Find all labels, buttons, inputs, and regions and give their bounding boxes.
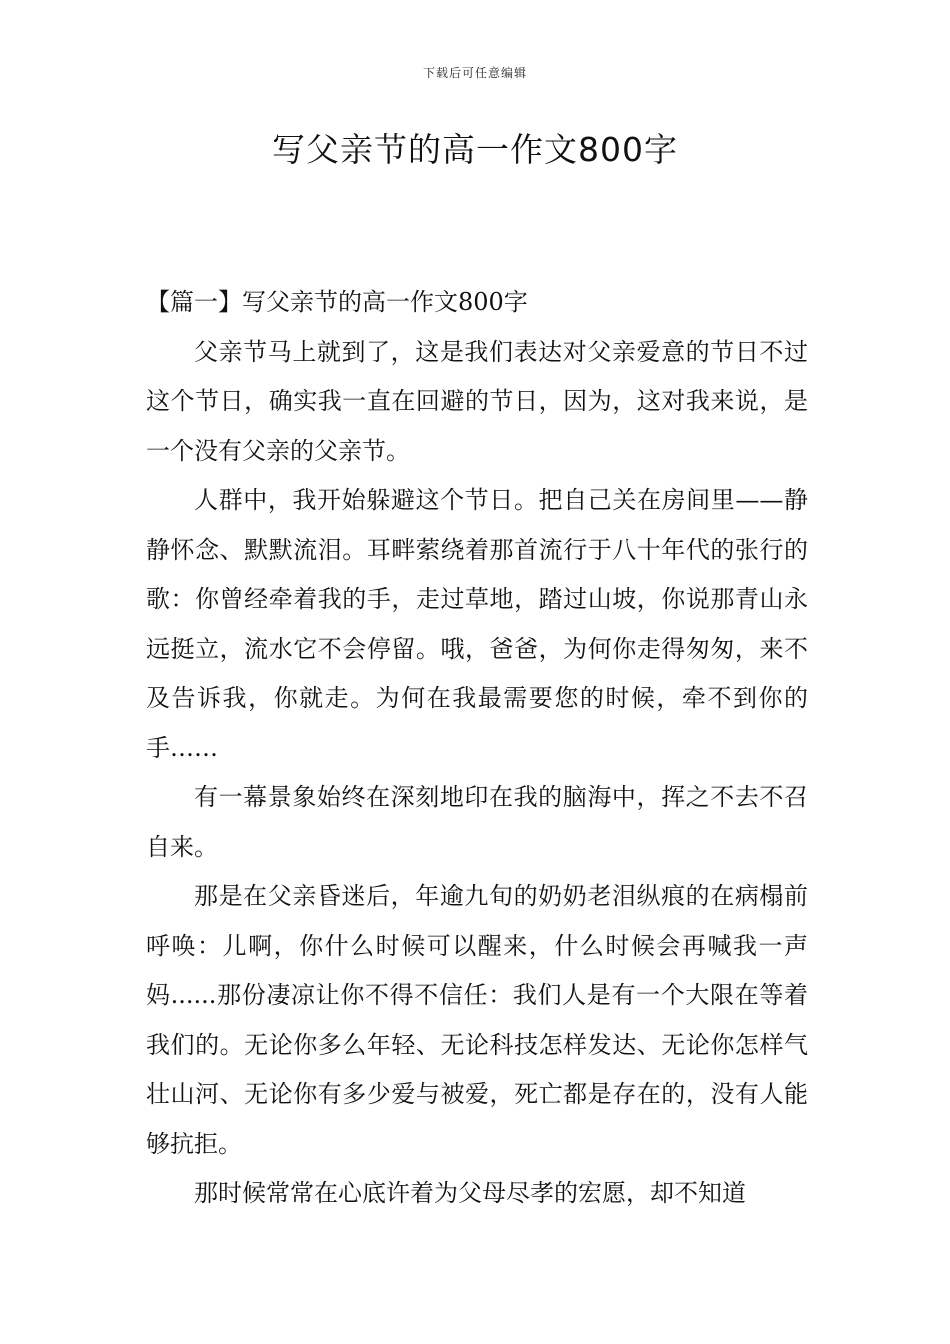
- paragraph: 父亲节马上就到了，这是我们表达对父亲爱意的节日不过这个节日，确实我一直在回避的节日，因为，这对我来说，是一个没有父亲的父亲节。: [146, 337, 808, 465]
- paragraph: 那是在父亲昏迷后，年逾九旬的奶奶老泪纵痕的在病榻前呼唤：儿啊，你什么时候可以醒来，什么时候会再喊我一声妈......那份凄凉让你不得不信任：我们人是有一个大限在等着我们的。无论你多么年轻、无论科技怎样发达、无论你怎样气壮山河、无论你有多少爱与被爱，死亡都是存在的，没有人能够抗拒。: [146, 882, 808, 1158]
- paragraph: 有一幕景象始终在深刻地印在我的脑海中，挥之不去不召自来。: [146, 783, 808, 861]
- document-body: [146, 278, 808, 1219]
- document-title: 写父亲节的高一作文800字: [272, 130, 678, 169]
- section-heading: 【篇一】写父亲节的高一作文800字: [146, 288, 528, 316]
- header-note: 下载后可任意编辑: [422, 66, 527, 80]
- paragraph: 人群中，我开始躲避这个节日。把自己关在房间里——静静怀念、默默流泪。耳畔萦绕着那首流行于八十年代的张行的歌：你曾经牵着我的手，走过草地，踏过山坡，你说那青山永远挺立，流水它不会停留。哦，爸爸，为何你走得匆匆，来不及告诉我，你就走。为何在我最需要您的时候，牵不到你的手……: [146, 486, 808, 762]
- paragraph: 那时候常常在心底许着为父母尽孝的宏愿，却不知道: [194, 1179, 746, 1207]
